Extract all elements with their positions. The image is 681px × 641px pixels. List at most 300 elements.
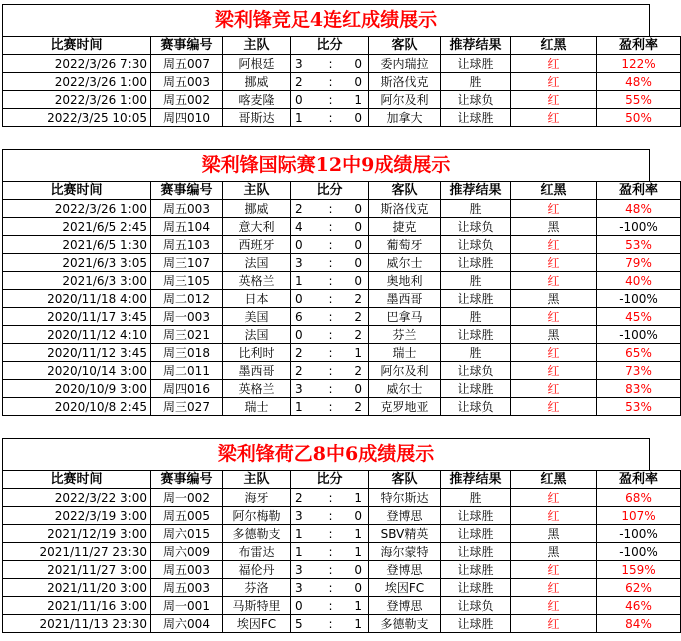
result-badge: 红 (511, 308, 597, 326)
score-separator: : (313, 344, 349, 362)
match-time: 2022/3/25 10:05 (3, 109, 151, 127)
match-code: 周五002 (151, 91, 223, 109)
result-badge: 红 (511, 362, 597, 380)
score-separator: : (313, 272, 349, 290)
recommendation: 让球负 (441, 398, 511, 416)
profit-rate: -100% (597, 218, 681, 236)
recommendation: 让球胜 (441, 380, 511, 398)
recommendation: 让球胜 (441, 543, 511, 561)
score-separator: : (313, 236, 349, 254)
recommendation: 让球胜 (441, 254, 511, 272)
away-team: 威尔士 (369, 380, 441, 398)
match-time: 2022/3/19 3:00 (3, 507, 151, 525)
score-separator: : (313, 91, 349, 109)
col-score-header: 比分 (291, 182, 369, 200)
away-score: 0 (349, 507, 369, 525)
section-title: 梁利锋竞足4连红成绩展示 (2, 4, 650, 36)
away-score: 2 (349, 362, 369, 380)
match-time: 2021/6/5 2:45 (3, 218, 151, 236)
away-team: 加拿大 (369, 109, 441, 127)
result-badge: 红 (511, 489, 597, 507)
match-time: 2021/6/3 3:00 (3, 272, 151, 290)
away-score: 0 (349, 236, 369, 254)
home-score: 0 (291, 326, 313, 344)
away-team: 墨西哥 (369, 290, 441, 308)
table-row (3, 344, 681, 362)
match-time: 2021/11/13 23:30 (3, 615, 151, 633)
col-result-header: 红黑 (511, 471, 597, 489)
profit-rate: 48% (597, 200, 681, 218)
recommendation: 让球胜 (441, 55, 511, 73)
match-time: 2020/10/9 3:00 (3, 380, 151, 398)
recommendation: 让球胜 (441, 561, 511, 579)
profit-rate: -100% (597, 525, 681, 543)
table-row (3, 543, 681, 561)
home-score: 3 (291, 380, 313, 398)
score-separator: : (313, 561, 349, 579)
section-3 (2, 438, 659, 633)
profit-rate: -100% (597, 543, 681, 561)
recommendation: 让球负 (441, 236, 511, 254)
home-team: 埃因FC (223, 615, 291, 633)
score-separator: : (313, 380, 349, 398)
match-time: 2021/11/16 3:00 (3, 597, 151, 615)
result-badge: 红 (511, 91, 597, 109)
table-row (3, 525, 681, 543)
col-code-header: 赛事编号 (151, 182, 223, 200)
score-separator: : (313, 308, 349, 326)
result-badge: 黑 (511, 543, 597, 561)
away-team: 奥地利 (369, 272, 441, 290)
profit-rate: 84% (597, 615, 681, 633)
home-score: 3 (291, 561, 313, 579)
match-time: 2021/6/3 3:05 (3, 254, 151, 272)
match-code: 周五005 (151, 507, 223, 525)
table-row (3, 489, 681, 507)
result-badge: 红 (511, 55, 597, 73)
recommendation: 胜 (441, 308, 511, 326)
home-team: 喀麦隆 (223, 91, 291, 109)
home-score: 0 (291, 597, 313, 615)
match-time: 2021/11/20 3:00 (3, 579, 151, 597)
table-row (3, 597, 681, 615)
table-row (3, 507, 681, 525)
score-separator: : (313, 326, 349, 344)
results-table (2, 181, 681, 416)
match-code: 周三107 (151, 254, 223, 272)
recommendation: 让球胜 (441, 109, 511, 127)
results-table (2, 470, 681, 633)
profit-rate: 53% (597, 236, 681, 254)
score-separator: : (313, 579, 349, 597)
profit-rate: 73% (597, 362, 681, 380)
recommendation: 让球负 (441, 218, 511, 236)
result-badge: 红 (511, 200, 597, 218)
col-result-header: 红黑 (511, 37, 597, 55)
result-badge: 红 (511, 579, 597, 597)
result-badge: 红 (511, 109, 597, 127)
col-away-header: 客队 (369, 471, 441, 489)
table-row (3, 218, 681, 236)
col-away-header: 客队 (369, 37, 441, 55)
table-row (3, 579, 681, 597)
away-score: 0 (349, 109, 369, 127)
match-time: 2020/11/17 3:45 (3, 308, 151, 326)
score-separator: : (313, 507, 349, 525)
col-away-header: 客队 (369, 182, 441, 200)
match-time: 2022/3/22 3:00 (3, 489, 151, 507)
home-score: 4 (291, 218, 313, 236)
section-1 (2, 4, 659, 127)
result-badge: 红 (511, 615, 597, 633)
match-code: 周三018 (151, 344, 223, 362)
away-score: 1 (349, 344, 369, 362)
home-score: 2 (291, 73, 313, 91)
recommendation: 让球胜 (441, 507, 511, 525)
away-score: 1 (349, 525, 369, 543)
result-badge: 红 (511, 380, 597, 398)
away-score: 0 (349, 579, 369, 597)
result-badge: 红 (511, 344, 597, 362)
result-badge: 红 (511, 561, 597, 579)
match-code: 周一001 (151, 597, 223, 615)
recommendation: 让球胜 (441, 326, 511, 344)
home-team: 日本 (223, 290, 291, 308)
away-score: 1 (349, 543, 369, 561)
home-team: 意大利 (223, 218, 291, 236)
col-rate-header: 盈利率 (597, 182, 681, 200)
away-score: 0 (349, 380, 369, 398)
home-score: 1 (291, 525, 313, 543)
away-score: 1 (349, 597, 369, 615)
home-score: 3 (291, 55, 313, 73)
recommendation: 胜 (441, 200, 511, 218)
away-team: 委内瑞拉 (369, 55, 441, 73)
col-time-header: 比赛时间 (3, 182, 151, 200)
table-row (3, 236, 681, 254)
home-score: 5 (291, 615, 313, 633)
match-code: 周一002 (151, 489, 223, 507)
table-row (3, 398, 681, 416)
profit-rate: 46% (597, 597, 681, 615)
away-team: 登博思 (369, 561, 441, 579)
away-team: 多德勒支 (369, 615, 441, 633)
away-team: 阿尔及利 (369, 91, 441, 109)
match-code: 周六009 (151, 543, 223, 561)
results-table (2, 36, 681, 127)
match-code: 周四010 (151, 109, 223, 127)
match-code: 周二011 (151, 362, 223, 380)
header-row (3, 471, 681, 489)
away-score: 2 (349, 308, 369, 326)
match-time: 2020/10/14 3:00 (3, 362, 151, 380)
recommendation: 让球胜 (441, 525, 511, 543)
profit-rate: 48% (597, 73, 681, 91)
col-code-header: 赛事编号 (151, 37, 223, 55)
match-code: 周五003 (151, 73, 223, 91)
recommendation: 胜 (441, 489, 511, 507)
home-team: 哥斯达 (223, 109, 291, 127)
col-code-header: 赛事编号 (151, 471, 223, 489)
score-separator: : (313, 73, 349, 91)
away-score: 0 (349, 272, 369, 290)
header-row (3, 37, 681, 55)
away-score: 0 (349, 200, 369, 218)
match-time: 2022/3/26 1:00 (3, 73, 151, 91)
away-team: 捷克 (369, 218, 441, 236)
home-score: 3 (291, 579, 313, 597)
match-code: 周六004 (151, 615, 223, 633)
profit-rate: 122% (597, 55, 681, 73)
col-home-header: 主队 (223, 37, 291, 55)
match-time: 2020/11/18 4:00 (3, 290, 151, 308)
away-score: 1 (349, 615, 369, 633)
score-separator: : (313, 362, 349, 380)
table-row (3, 362, 681, 380)
profit-rate: 53% (597, 398, 681, 416)
table-row (3, 200, 681, 218)
score-separator: : (313, 398, 349, 416)
recommendation: 胜 (441, 272, 511, 290)
home-score: 2 (291, 489, 313, 507)
result-badge: 黑 (511, 326, 597, 344)
away-score: 1 (349, 489, 369, 507)
home-team: 马斯特里 (223, 597, 291, 615)
profit-rate: 107% (597, 507, 681, 525)
score-separator: : (313, 597, 349, 615)
result-badge: 红 (511, 507, 597, 525)
table-row (3, 326, 681, 344)
result-badge: 红 (511, 254, 597, 272)
away-team: 瑞士 (369, 344, 441, 362)
away-team: 登博思 (369, 597, 441, 615)
col-time-header: 比赛时间 (3, 471, 151, 489)
recommendation: 让球负 (441, 362, 511, 380)
away-score: 2 (349, 290, 369, 308)
score-separator: : (313, 525, 349, 543)
match-time: 2021/6/5 1:30 (3, 236, 151, 254)
match-time: 2022/3/26 1:00 (3, 91, 151, 109)
home-team: 阿尔梅勒 (223, 507, 291, 525)
recommendation: 让球负 (441, 91, 511, 109)
score-separator: : (313, 109, 349, 127)
col-time-header: 比赛时间 (3, 37, 151, 55)
home-score: 0 (291, 91, 313, 109)
match-time: 2020/10/8 2:45 (3, 398, 151, 416)
score-separator: : (313, 489, 349, 507)
table-row (3, 561, 681, 579)
match-code: 周三105 (151, 272, 223, 290)
col-home-header: 主队 (223, 182, 291, 200)
away-score: 1 (349, 91, 369, 109)
home-team: 西班牙 (223, 236, 291, 254)
match-code: 周六015 (151, 525, 223, 543)
home-team: 瑞士 (223, 398, 291, 416)
away-team: 葡萄牙 (369, 236, 441, 254)
table-row (3, 308, 681, 326)
home-team: 布雷达 (223, 543, 291, 561)
table-row (3, 380, 681, 398)
away-score: 2 (349, 326, 369, 344)
away-score: 2 (349, 398, 369, 416)
recommendation: 让球胜 (441, 579, 511, 597)
recommendation: 让球胜 (441, 290, 511, 308)
profit-rate: 65% (597, 344, 681, 362)
home-team: 芬洛 (223, 579, 291, 597)
table-row (3, 91, 681, 109)
away-team: 威尔士 (369, 254, 441, 272)
home-team: 多德勒支 (223, 525, 291, 543)
profit-rate: 79% (597, 254, 681, 272)
home-score: 1 (291, 398, 313, 416)
table-row (3, 254, 681, 272)
recommendation: 胜 (441, 344, 511, 362)
profit-rate: 55% (597, 91, 681, 109)
home-score: 1 (291, 109, 313, 127)
result-badge: 红 (511, 236, 597, 254)
away-team: 埃因FC (369, 579, 441, 597)
away-team: SBV精英 (369, 525, 441, 543)
col-rate-header: 盈利率 (597, 471, 681, 489)
col-rec-header: 推荐结果 (441, 37, 511, 55)
result-badge: 红 (511, 597, 597, 615)
home-team: 海牙 (223, 489, 291, 507)
result-badge: 黑 (511, 525, 597, 543)
recommendation: 让球胜 (441, 615, 511, 633)
away-team: 斯洛伐克 (369, 73, 441, 91)
match-time: 2021/11/27 23:30 (3, 543, 151, 561)
result-badge: 黑 (511, 218, 597, 236)
table-row (3, 290, 681, 308)
away-team: 海尔蒙特 (369, 543, 441, 561)
match-code: 周五003 (151, 561, 223, 579)
col-score-header: 比分 (291, 37, 369, 55)
result-badge: 红 (511, 73, 597, 91)
home-team: 英格兰 (223, 380, 291, 398)
home-score: 3 (291, 507, 313, 525)
home-team: 福伦丹 (223, 561, 291, 579)
away-team: 登博思 (369, 507, 441, 525)
profit-rate: 68% (597, 489, 681, 507)
home-team: 阿根廷 (223, 55, 291, 73)
recommendation: 胜 (441, 73, 511, 91)
score-separator: : (313, 200, 349, 218)
home-score: 2 (291, 200, 313, 218)
profit-rate: -100% (597, 290, 681, 308)
col-rate-header: 盈利率 (597, 37, 681, 55)
match-time: 2020/11/12 4:10 (3, 326, 151, 344)
away-score: 0 (349, 254, 369, 272)
col-rec-header: 推荐结果 (441, 471, 511, 489)
match-time: 2022/3/26 7:30 (3, 55, 151, 73)
away-team: 克罗地亚 (369, 398, 441, 416)
home-score: 2 (291, 362, 313, 380)
home-team: 挪威 (223, 200, 291, 218)
home-team: 墨西哥 (223, 362, 291, 380)
section-2 (2, 149, 659, 416)
match-code: 周五003 (151, 200, 223, 218)
result-badge: 红 (511, 272, 597, 290)
away-team: 芬兰 (369, 326, 441, 344)
col-rec-header: 推荐结果 (441, 182, 511, 200)
away-score: 0 (349, 561, 369, 579)
match-code: 周五103 (151, 236, 223, 254)
home-score: 3 (291, 254, 313, 272)
home-team: 美国 (223, 308, 291, 326)
home-team: 法国 (223, 254, 291, 272)
table-row (3, 109, 681, 127)
home-score: 1 (291, 272, 313, 290)
match-code: 周三021 (151, 326, 223, 344)
table-row (3, 55, 681, 73)
home-team: 挪威 (223, 73, 291, 91)
away-team: 阿尔及利 (369, 362, 441, 380)
match-code: 周三027 (151, 398, 223, 416)
result-badge: 黑 (511, 290, 597, 308)
match-code: 周五104 (151, 218, 223, 236)
match-time: 2021/11/27 3:00 (3, 561, 151, 579)
away-score: 0 (349, 55, 369, 73)
profit-rate: 83% (597, 380, 681, 398)
away-team: 斯洛伐克 (369, 200, 441, 218)
match-code: 周五007 (151, 55, 223, 73)
profit-rate: 62% (597, 579, 681, 597)
header-row (3, 182, 681, 200)
away-team: 特尔斯达 (369, 489, 441, 507)
score-separator: : (313, 543, 349, 561)
col-score-header: 比分 (291, 471, 369, 489)
profit-rate: 159% (597, 561, 681, 579)
away-score: 0 (349, 218, 369, 236)
match-time: 2022/3/26 1:00 (3, 200, 151, 218)
recommendation: 让球负 (441, 597, 511, 615)
table-row (3, 615, 681, 633)
score-separator: : (313, 218, 349, 236)
home-team: 英格兰 (223, 272, 291, 290)
score-separator: : (313, 254, 349, 272)
match-code: 周五003 (151, 579, 223, 597)
match-code: 周四016 (151, 380, 223, 398)
home-team: 比利时 (223, 344, 291, 362)
match-time: 2021/12/19 3:00 (3, 525, 151, 543)
away-score: 0 (349, 73, 369, 91)
profit-rate: 40% (597, 272, 681, 290)
match-code: 周一003 (151, 308, 223, 326)
profit-rate: -100% (597, 326, 681, 344)
home-score: 1 (291, 543, 313, 561)
section-title: 梁利锋荷乙8中6成绩展示 (2, 438, 650, 470)
col-result-header: 红黑 (511, 182, 597, 200)
score-separator: : (313, 55, 349, 73)
table-row (3, 73, 681, 91)
away-team: 巴拿马 (369, 308, 441, 326)
score-separator: : (313, 615, 349, 633)
result-badge: 红 (511, 398, 597, 416)
table-row (3, 272, 681, 290)
home-score: 0 (291, 236, 313, 254)
home-score: 0 (291, 290, 313, 308)
col-home-header: 主队 (223, 471, 291, 489)
match-time: 2020/11/12 3:45 (3, 344, 151, 362)
home-score: 2 (291, 344, 313, 362)
score-separator: : (313, 290, 349, 308)
match-code: 周二012 (151, 290, 223, 308)
home-score: 6 (291, 308, 313, 326)
home-team: 法国 (223, 326, 291, 344)
profit-rate: 45% (597, 308, 681, 326)
section-title: 梁利锋国际赛12中9成绩展示 (2, 149, 650, 181)
profit-rate: 50% (597, 109, 681, 127)
